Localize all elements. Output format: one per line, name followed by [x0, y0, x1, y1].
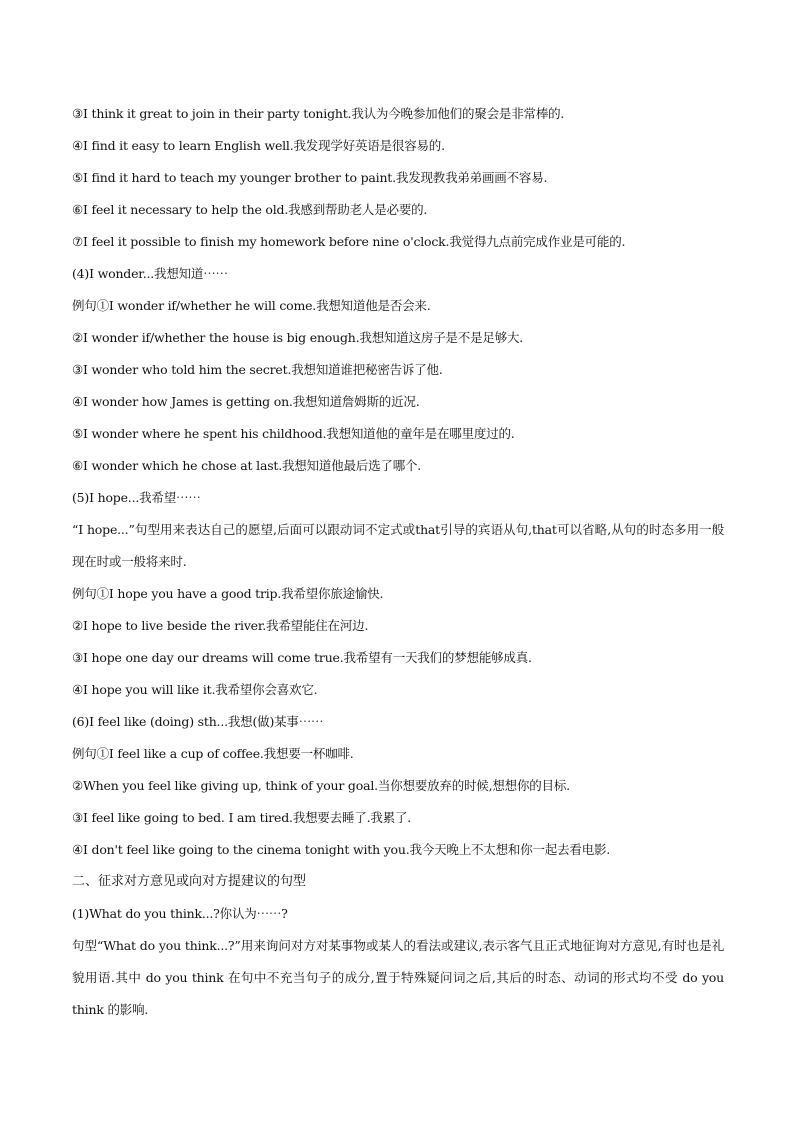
example-sentence: ②I wonder if/whether the house is big enough.我想知道这房子是不是足够大. — [72, 330, 524, 345]
example-sentence: ④I don't feel like going to the cinema tonight with you.我今天晚上不太想和你一起去看电影. — [72, 842, 611, 857]
example-sentence: ⑦I feel it possible to finish my homework before nine o'clock.我觉得九点前完成作业是可能的. — [72, 234, 626, 249]
example-sentence: ③I feel like going to bed. I am tired.我想要去睡了.我累了. — [72, 810, 412, 825]
document-page — [72, 98, 724, 1026]
example-sentence: ④I find it easy to learn English well.我发现学好英语是很容易的. — [72, 138, 445, 153]
example-sentence: ②I hope to live beside the river.我希望能住在河边. — [72, 618, 369, 633]
explanation-paragraph: 句型“What do you think...?”用来询问对方对某事物或某人的看法或建议,表示客气且正式地征询对方意见,有时也是礼貌用语.其中 do you think 在句中不充当句子的成分,置于特殊疑问词之后,其后的时态、动词的形式均不受 do you think 的影响. — [72, 938, 724, 1017]
example-sentence: ④I wonder how James is getting on.我想知道詹姆斯的近况. — [72, 394, 420, 409]
example-sentence: ③I think it great to join in their party tonight.我认为今晚参加他们的聚会是非常棒的. — [72, 106, 565, 121]
example-sentence: 例句①I wonder if/whether he will come.我想知道他是否会来. — [72, 298, 431, 313]
explanation-paragraph: “I hope...”句型用来表达自己的愿望,后面可以跟动词不定式或that引导的宾语从句,that可以省略,从句的时态多用一般现在时或一般将来时. — [72, 522, 724, 569]
example-sentence: ⑤I wonder where he spent his childhood.我想知道他的童年是在哪里度过的. — [72, 426, 515, 441]
example-sentence: 例句①I feel like a cup of coffee.我想要一杯咖啡. — [72, 746, 354, 761]
example-sentence: ③I hope one day our dreams will come true.我希望有一天我们的梦想能够成真. — [72, 650, 532, 665]
example-sentence: ⑤I find it hard to teach my younger brother to paint.我发现教我弟弟画画不容易. — [72, 170, 548, 185]
example-sentence: 例句①I hope you have a good trip.我希望你旅途愉快. — [72, 586, 384, 601]
pattern-heading: (4)I wonder...我想知道⋯⋯ — [72, 266, 228, 281]
example-sentence: ⑥I feel it necessary to help the old.我感到帮助老人是必要的. — [72, 202, 428, 217]
example-sentence: ④I hope you will like it.我希望你会喜欢它. — [72, 682, 318, 697]
pattern-heading: (6)I feel like (doing) sth...我想(做)某事⋯⋯ — [72, 714, 324, 729]
example-sentence: ⑥I wonder which he chose at last.我想知道他最后选了哪个. — [72, 458, 422, 473]
example-sentence: ②When you feel like giving up, think of your goal.当你想要放弃的时候,想想你的目标. — [72, 778, 570, 793]
pattern-heading: (1)What do you think...?你认为⋯⋯? — [72, 906, 288, 921]
pattern-heading: (5)I hope...我希望⋯⋯ — [72, 490, 201, 505]
example-sentence: ③I wonder who told him the secret.我想知道谁把秘密告诉了他. — [72, 362, 443, 377]
section-title: 二、征求对方意见或向对方提建议的句型 — [72, 874, 307, 889]
